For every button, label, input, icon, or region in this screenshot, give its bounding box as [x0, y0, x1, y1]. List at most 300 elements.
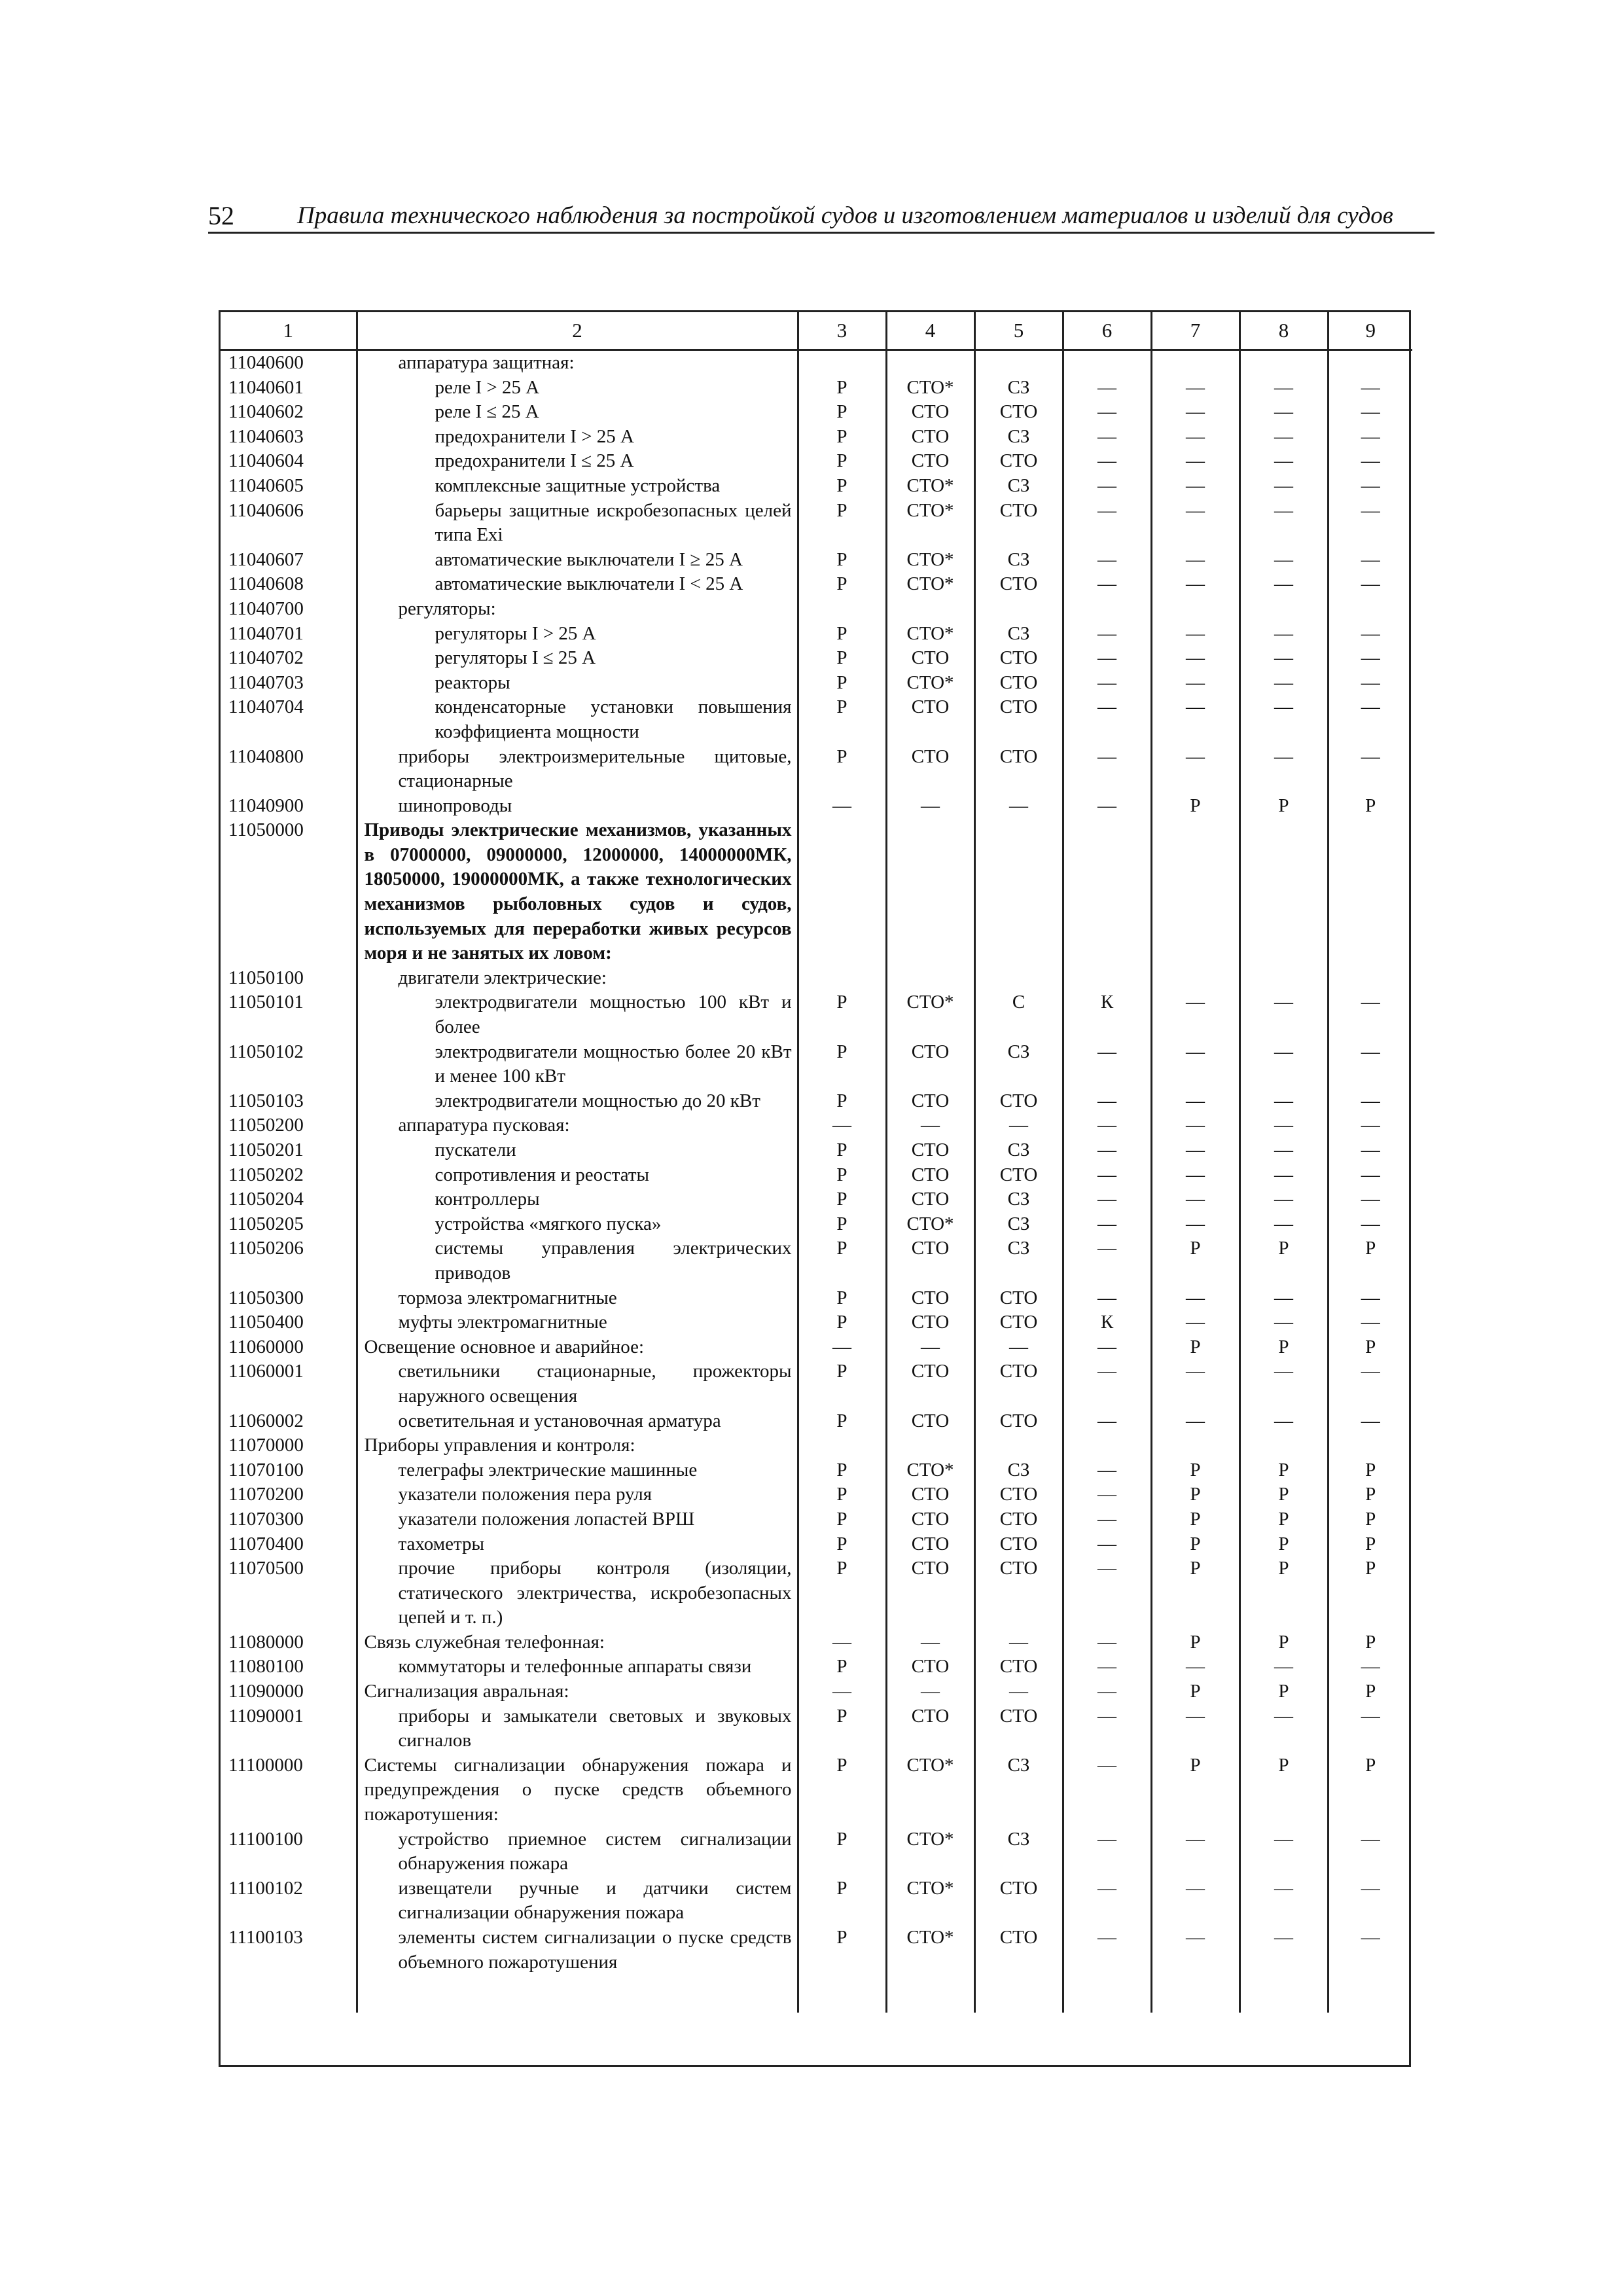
- item-code: 11040601: [221, 376, 357, 401]
- mark-col-5: [974, 597, 1063, 622]
- mark-col-9: [1328, 818, 1412, 966]
- table-row: [221, 499, 1412, 548]
- mark-col-5: СТО: [974, 1359, 1063, 1408]
- mark-col-4: СТО: [886, 449, 974, 474]
- mark-col-9: —: [1361, 1213, 1380, 1234]
- mark-col-3: Р: [798, 425, 886, 450]
- mark-col-8: —: [1240, 1163, 1328, 1188]
- item-description: Связь служебная телефонная:: [357, 1630, 798, 1655]
- mark-col-5: СТО: [974, 1655, 1063, 1679]
- mark-col-4: СТО*: [886, 499, 974, 548]
- item-code: 11050201: [221, 1138, 357, 1163]
- item-description: устройства «мягкого пуска»: [357, 1212, 798, 1237]
- mark-col-7: —: [1151, 425, 1240, 450]
- table-row: [221, 622, 1412, 647]
- mark-col-8: —: [1240, 1040, 1328, 1089]
- mark-col-9: —: [1361, 425, 1380, 447]
- mark-col-9: [1328, 597, 1412, 622]
- item-code: 11060000: [221, 1335, 357, 1360]
- table-row: [221, 1655, 1412, 1679]
- mark-col-5: СТО: [974, 745, 1063, 794]
- mark-col-4: СТО: [886, 1482, 974, 1507]
- mark-col-6: —: [1063, 646, 1151, 671]
- empty-cell: [221, 1975, 357, 2013]
- item-code: 11050202: [221, 1163, 357, 1188]
- item-description: предохранители I > 25 А: [357, 425, 798, 450]
- mark-col-8: [1240, 966, 1328, 991]
- mark-col-4: СТО*: [886, 572, 974, 597]
- mark-col-5: СТО: [974, 1532, 1063, 1557]
- mark-col-9: Р: [1365, 1533, 1376, 1554]
- mark-col-4: СТО*: [886, 548, 974, 573]
- mark-col-7: —: [1151, 1876, 1240, 1926]
- item-code: 11090000: [221, 1679, 357, 1704]
- item-code: 11050300: [221, 1286, 357, 1311]
- item-code: 11100000: [221, 1753, 357, 1827]
- mark-col-9: —: [1361, 1361, 1380, 1382]
- table-row: [221, 1359, 1412, 1408]
- mark-col-5: —: [974, 1113, 1063, 1138]
- item-description: регуляторы:: [357, 597, 798, 622]
- mark-col-5: СТО: [974, 1926, 1063, 1975]
- mark-col-7: —: [1151, 695, 1240, 744]
- empty-cell: [357, 1975, 798, 2013]
- item-code: 11040607: [221, 548, 357, 573]
- item-code: 11040701: [221, 622, 357, 647]
- item-description: аппаратура пусковая:: [357, 1113, 798, 1138]
- mark-col-7: —: [1151, 1040, 1240, 1089]
- mark-col-8: —: [1240, 1310, 1328, 1335]
- mark-col-9: —: [1361, 1090, 1380, 1111]
- column-header: 1: [221, 312, 357, 350]
- mark-col-7: —: [1151, 1286, 1240, 1311]
- mark-col-5: СТО: [974, 1482, 1063, 1507]
- item-description: тормоза электромагнитные: [357, 1286, 798, 1311]
- mark-col-6: —: [1063, 376, 1151, 401]
- item-code: 11040702: [221, 646, 357, 671]
- mark-col-9: —: [1361, 647, 1380, 669]
- requirements-table: [219, 310, 1411, 2067]
- table-row: [221, 966, 1412, 991]
- item-description: аппаратура защитная:: [357, 350, 798, 376]
- mark-col-6: [1063, 350, 1151, 376]
- item-code: 11040704: [221, 695, 357, 744]
- mark-col-6: —: [1063, 1507, 1151, 1532]
- mark-col-3: Р: [798, 1655, 886, 1679]
- mark-col-5: СТО: [974, 1704, 1063, 1753]
- mark-col-4: СТО: [886, 400, 974, 425]
- table-body: [221, 350, 1412, 2013]
- item-description: реакторы: [357, 671, 798, 696]
- table-header-row: [221, 312, 1412, 350]
- mark-col-9: Р: [1365, 1508, 1376, 1530]
- mark-col-6: —: [1063, 794, 1151, 819]
- mark-col-8: —: [1240, 745, 1328, 794]
- item-description: устройство приемное систем сигнализации обнаружения пожара: [357, 1827, 798, 1876]
- mark-col-4: СТО*: [886, 1876, 974, 1926]
- mark-col-8: —: [1240, 449, 1328, 474]
- mark-col-4: СТО: [886, 1187, 974, 1212]
- item-code: 11040703: [221, 671, 357, 696]
- item-code: 11060001: [221, 1359, 357, 1408]
- mark-col-8: [1240, 350, 1328, 376]
- mark-col-7: —: [1151, 646, 1240, 671]
- table-row: [221, 1507, 1412, 1532]
- mark-col-6: —: [1063, 1335, 1151, 1360]
- mark-col-5: СТО: [974, 1556, 1063, 1630]
- mark-col-3: —: [798, 794, 886, 819]
- mark-col-8: —: [1240, 646, 1328, 671]
- item-description: извещатели ручные и датчики систем сигнализации обнаружения пожара: [357, 1876, 798, 1926]
- mark-col-8: —: [1240, 1138, 1328, 1163]
- table-row: [221, 350, 1412, 376]
- mark-col-7: Р: [1151, 1556, 1240, 1630]
- mark-col-4: СТО: [886, 1040, 974, 1089]
- mark-col-9: —: [1361, 401, 1380, 423]
- mark-col-6: —: [1063, 1704, 1151, 1753]
- mark-col-8: —: [1240, 1212, 1328, 1237]
- item-code: 11040600: [221, 350, 357, 376]
- table-row: [221, 1458, 1412, 1483]
- item-description: электродвигатели мощностью 100 кВт и более: [357, 990, 798, 1039]
- item-description: телеграфы электрические машинные: [357, 1458, 798, 1483]
- mark-col-5: СЗ: [974, 474, 1063, 499]
- mark-col-3: Р: [798, 449, 886, 474]
- item-code: 11050205: [221, 1212, 357, 1237]
- table-row: [221, 1089, 1412, 1114]
- mark-col-7: —: [1151, 1704, 1240, 1753]
- mark-col-7: Р: [1151, 1507, 1240, 1532]
- mark-col-7: [1151, 966, 1240, 991]
- mark-col-3: Р: [798, 1138, 886, 1163]
- mark-col-8: Р: [1240, 1556, 1328, 1630]
- table-row: [221, 1335, 1412, 1360]
- item-code: 11080000: [221, 1630, 357, 1655]
- mark-col-7: —: [1151, 1089, 1240, 1114]
- table-row: [221, 1236, 1412, 1285]
- mark-col-9: —: [1361, 376, 1380, 398]
- table-row: [221, 1753, 1412, 1827]
- mark-col-9: [1328, 966, 1412, 991]
- item-description: двигатели электрические:: [357, 966, 798, 991]
- mark-col-9: —: [1361, 745, 1380, 767]
- mark-col-3: Р: [798, 1556, 886, 1630]
- table-row: [221, 1827, 1412, 1876]
- mark-col-4: СТО: [886, 1507, 974, 1532]
- mark-col-5: [974, 818, 1063, 966]
- mark-col-5: СЗ: [974, 1212, 1063, 1237]
- table-row: [221, 1704, 1412, 1753]
- item-description: сопротивления и реостаты: [357, 1163, 798, 1188]
- mark-col-3: Р: [798, 1359, 886, 1408]
- mark-col-7: Р: [1151, 1679, 1240, 1704]
- mark-col-3: Р: [798, 622, 886, 647]
- mark-col-9: —: [1361, 1927, 1380, 1948]
- mark-col-6: —: [1063, 499, 1151, 548]
- mark-col-3: Р: [798, 1532, 886, 1557]
- mark-col-4: —: [886, 1679, 974, 1704]
- mark-col-5: СЗ: [974, 1827, 1063, 1876]
- mark-col-5: СЗ: [974, 1040, 1063, 1089]
- item-description: пускатели: [357, 1138, 798, 1163]
- mark-col-4: СТО: [886, 1089, 974, 1114]
- mark-col-7: —: [1151, 376, 1240, 401]
- column-header: 7: [1151, 312, 1240, 350]
- mark-col-3: Р: [798, 1482, 886, 1507]
- mark-col-3: Р: [798, 548, 886, 573]
- mark-col-6: —: [1063, 1679, 1151, 1704]
- table-row: [221, 597, 1412, 622]
- mark-col-8: —: [1240, 1876, 1328, 1926]
- mark-col-3: Р: [798, 1163, 886, 1188]
- mark-col-5: СТО: [974, 572, 1063, 597]
- mark-col-5: СТО: [974, 1163, 1063, 1188]
- mark-col-3: Р: [798, 400, 886, 425]
- mark-col-9: —: [1361, 1410, 1380, 1431]
- item-description: шинопроводы: [357, 794, 798, 819]
- mark-col-8: —: [1240, 671, 1328, 696]
- table-row: [221, 671, 1412, 696]
- mark-col-7: —: [1151, 1926, 1240, 1975]
- mark-col-3: Р: [798, 1507, 886, 1532]
- mark-col-5: СТО: [974, 695, 1063, 744]
- table-row: [221, 425, 1412, 450]
- mark-col-8: —: [1240, 990, 1328, 1039]
- mark-col-9: —: [1361, 1312, 1380, 1333]
- item-code: 11070500: [221, 1556, 357, 1630]
- mark-col-8: —: [1240, 400, 1328, 425]
- mark-col-8: —: [1240, 695, 1328, 744]
- mark-col-6: —: [1063, 745, 1151, 794]
- mark-col-8: —: [1240, 1187, 1328, 1212]
- mark-col-3: Р: [798, 499, 886, 548]
- empty-cell: [1240, 1975, 1328, 2013]
- mark-col-7: —: [1151, 1655, 1240, 1679]
- mark-col-9: Р: [1365, 1631, 1376, 1653]
- item-description: прочие приборы контроля (изоляции, статического электричества, искробезопасных цепей и т. п.): [357, 1556, 798, 1630]
- mark-col-5: СЗ: [974, 1236, 1063, 1285]
- item-code: 11050100: [221, 966, 357, 991]
- mark-col-8: —: [1240, 1089, 1328, 1114]
- mark-col-9: [1328, 1433, 1412, 1458]
- item-description: реле I > 25 А: [357, 376, 798, 401]
- mark-col-3: Р: [798, 646, 886, 671]
- mark-col-4: СТО*: [886, 1458, 974, 1483]
- mark-col-3: [798, 966, 886, 991]
- mark-col-3: Р: [798, 1187, 886, 1212]
- mark-col-3: Р: [798, 1876, 886, 1926]
- mark-col-7: Р: [1151, 1335, 1240, 1360]
- item-description: Сигнализация авральная:: [357, 1679, 798, 1704]
- table-row: [221, 449, 1412, 474]
- item-code: 11050200: [221, 1113, 357, 1138]
- mark-col-8: —: [1240, 622, 1328, 647]
- mark-col-6: —: [1063, 671, 1151, 696]
- mark-col-6: —: [1063, 425, 1151, 450]
- mark-col-4: СТО: [886, 1236, 974, 1285]
- column-header: 6: [1063, 312, 1151, 350]
- mark-col-5: СЗ: [974, 1753, 1063, 1827]
- mark-col-6: —: [1063, 1040, 1151, 1089]
- mark-col-9: Р: [1365, 1484, 1376, 1505]
- mark-col-3: Р: [798, 572, 886, 597]
- mark-col-4: СТО: [886, 1138, 974, 1163]
- mark-col-3: Р: [798, 1310, 886, 1335]
- mark-col-9: —: [1361, 1705, 1380, 1727]
- mark-col-4: СТО: [886, 1655, 974, 1679]
- column-header: 8: [1240, 312, 1328, 350]
- header-rule: [208, 232, 1435, 234]
- mark-col-8: Р: [1240, 1458, 1328, 1483]
- mark-col-4: —: [886, 794, 974, 819]
- mark-col-5: СТО: [974, 1409, 1063, 1434]
- mark-col-3: Р: [798, 1704, 886, 1753]
- table-row: [221, 1040, 1412, 1089]
- mark-col-9: —: [1361, 1656, 1380, 1677]
- item-code: 11050101: [221, 990, 357, 1039]
- item-description: Приводы электрические механизмов, указанных в 07000000, 09000000, 12000000, 14000000МК, 18050000, 19000000МК, а также технологических механизмов рыболовных судов и судов, используемых для переработки живых ресурсов моря и не занятых их ловом:: [357, 818, 798, 966]
- mark-col-3: —: [798, 1630, 886, 1655]
- mark-col-5: СТО: [974, 449, 1063, 474]
- mark-col-9: —: [1361, 475, 1380, 496]
- item-description: барьеры защитные искробезопасных целей типа Exi: [357, 499, 798, 548]
- mark-col-8: Р: [1240, 1507, 1328, 1532]
- mark-col-3: Р: [798, 1926, 886, 1975]
- mark-col-5: —: [974, 1630, 1063, 1655]
- mark-col-9: —: [1361, 1041, 1380, 1062]
- empty-cell: [974, 1975, 1063, 2013]
- mark-col-7: Р: [1151, 1753, 1240, 1827]
- mark-col-7: Р: [1151, 1458, 1240, 1483]
- mark-col-4: [886, 350, 974, 376]
- mark-col-8: —: [1240, 499, 1328, 548]
- mark-col-8: —: [1240, 1113, 1328, 1138]
- mark-col-7: —: [1151, 1409, 1240, 1434]
- mark-col-7: —: [1151, 1827, 1240, 1876]
- mark-col-3: Р: [798, 695, 886, 744]
- mark-col-3: Р: [798, 1089, 886, 1114]
- table-row: [221, 1187, 1412, 1212]
- mark-col-6: —: [1063, 1138, 1151, 1163]
- item-description: системы управления электрических приводов: [357, 1236, 798, 1285]
- mark-col-4: [886, 1433, 974, 1458]
- item-code: 11050103: [221, 1089, 357, 1114]
- item-code: 11040800: [221, 745, 357, 794]
- mark-col-6: —: [1063, 548, 1151, 573]
- column-header: 4: [886, 312, 974, 350]
- mark-col-3: Р: [798, 1409, 886, 1434]
- mark-col-8: —: [1240, 548, 1328, 573]
- item-description: регуляторы I ≤ 25 А: [357, 646, 798, 671]
- table-row: [221, 1163, 1412, 1188]
- empty-cell: [886, 1975, 974, 2013]
- mark-col-4: [886, 966, 974, 991]
- item-code: 11050400: [221, 1310, 357, 1335]
- mark-col-7: —: [1151, 671, 1240, 696]
- mark-col-7: —: [1151, 1138, 1240, 1163]
- mark-col-5: СТО: [974, 646, 1063, 671]
- mark-col-5: СЗ: [974, 1458, 1063, 1483]
- mark-col-7: —: [1151, 572, 1240, 597]
- empty-cell: [1328, 1975, 1412, 2013]
- item-code: 11100102: [221, 1876, 357, 1926]
- table-row: [221, 695, 1412, 744]
- table-row: [221, 1409, 1412, 1434]
- mark-col-7: [1151, 597, 1240, 622]
- mark-col-9: —: [1361, 992, 1380, 1013]
- table-row: [221, 646, 1412, 671]
- mark-col-5: [974, 350, 1063, 376]
- mark-col-9: —: [1361, 1115, 1380, 1136]
- table-row: [221, 548, 1412, 573]
- mark-col-8: —: [1240, 1704, 1328, 1753]
- mark-col-9: —: [1361, 1877, 1380, 1899]
- mark-col-6: —: [1063, 572, 1151, 597]
- mark-col-4: СТО: [886, 425, 974, 450]
- table-row: [221, 1630, 1412, 1655]
- mark-col-5: СЗ: [974, 1138, 1063, 1163]
- mark-col-4: —: [886, 1113, 974, 1138]
- item-code: 11040605: [221, 474, 357, 499]
- mark-col-6: [1063, 1433, 1151, 1458]
- mark-col-7: —: [1151, 622, 1240, 647]
- item-code: 11050102: [221, 1040, 357, 1089]
- mark-col-5: СТО: [974, 1089, 1063, 1114]
- mark-col-6: [1063, 818, 1151, 966]
- mark-col-7: —: [1151, 548, 1240, 573]
- mark-col-6: —: [1063, 1630, 1151, 1655]
- item-description: конденсаторные установки повышения коэффициента мощности: [357, 695, 798, 744]
- mark-col-8: Р: [1240, 1630, 1328, 1655]
- mark-col-9: —: [1361, 1189, 1380, 1210]
- mark-col-3: —: [798, 1113, 886, 1138]
- item-code: 11100100: [221, 1827, 357, 1876]
- mark-col-4: СТО: [886, 1310, 974, 1335]
- mark-col-8: [1240, 818, 1328, 966]
- item-code: 11040606: [221, 499, 357, 548]
- item-code: 11070100: [221, 1458, 357, 1483]
- table-row: [221, 1433, 1412, 1458]
- table-row: [221, 1556, 1412, 1630]
- mark-col-3: Р: [798, 1286, 886, 1311]
- item-code: 11080100: [221, 1655, 357, 1679]
- mark-col-5: СТО: [974, 671, 1063, 696]
- mark-col-6: —: [1063, 449, 1151, 474]
- item-code: 11050206: [221, 1236, 357, 1285]
- mark-col-6: —: [1063, 1876, 1151, 1926]
- mark-col-6: —: [1063, 1212, 1151, 1237]
- mark-col-6: —: [1063, 1556, 1151, 1630]
- mark-col-6: —: [1063, 695, 1151, 744]
- item-description: коммутаторы и телефонные аппараты связи: [357, 1655, 798, 1679]
- item-code: 11040604: [221, 449, 357, 474]
- mark-col-8: —: [1240, 474, 1328, 499]
- mark-col-5: СТО: [974, 400, 1063, 425]
- mark-col-5: [974, 966, 1063, 991]
- mark-col-8: Р: [1240, 1753, 1328, 1827]
- mark-col-4: СТО: [886, 1409, 974, 1434]
- mark-col-6: —: [1063, 1113, 1151, 1138]
- mark-col-6: —: [1063, 1409, 1151, 1434]
- mark-col-6: —: [1063, 1236, 1151, 1285]
- column-header: 2: [357, 312, 798, 350]
- item-code: 11070400: [221, 1532, 357, 1557]
- item-code: 11070000: [221, 1433, 357, 1458]
- mark-col-5: СТО: [974, 1286, 1063, 1311]
- mark-col-4: —: [886, 1335, 974, 1360]
- item-code: 11060002: [221, 1409, 357, 1434]
- item-description: элементы систем сигнализации о пуске средств объемного пожаротушения: [357, 1926, 798, 1975]
